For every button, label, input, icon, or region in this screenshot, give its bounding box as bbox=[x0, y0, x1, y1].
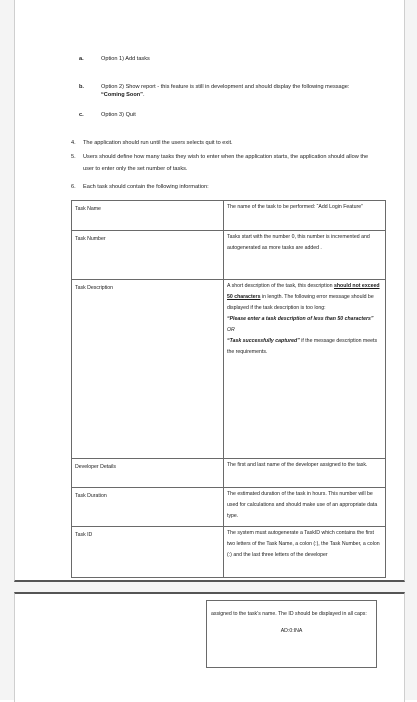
item-text: Users should define how many tasks they wish to enter when the application starts, the application should allow the user to enter only the set number of tasks. bbox=[83, 154, 369, 172]
error-message: “Please enter a task description of less than 50 characters” bbox=[227, 316, 374, 322]
item-text: The application should run until the users selects quit to exit. bbox=[83, 140, 233, 146]
table-row bbox=[72, 201, 386, 231]
desc-part: in length. The following error message should be displayed if the task description is too long: bbox=[227, 294, 374, 311]
option-text: Option 3) Quit bbox=[101, 112, 136, 118]
field-name: Task Duration bbox=[72, 488, 224, 527]
field-description: The estimated duration of the task in hours. This number will be used for calculations and should make use of an appropriate data type. bbox=[224, 488, 386, 527]
table-row bbox=[72, 280, 386, 459]
success-message: “Task successfully captured” bbox=[227, 338, 300, 344]
field-description: The first and last name of the developer assigned to the task. bbox=[224, 459, 386, 488]
option-letter: b. bbox=[79, 84, 84, 90]
option-text: Option 1) Add tasks bbox=[101, 56, 150, 62]
item-number: 4. bbox=[71, 140, 76, 146]
option-letter: a. bbox=[79, 56, 84, 62]
field-description: The system must autogenerate a TaskID which contains the first two letters of the Task Name, a colon (:), the Task Number, a colon (:) and the last three letters of the developer bbox=[224, 527, 386, 578]
field-name: Task Number bbox=[72, 231, 224, 280]
coming-soon-message: “Coming Soon” bbox=[101, 92, 143, 98]
table-row bbox=[72, 488, 386, 527]
item-number: 6. bbox=[71, 184, 76, 190]
desc-part: A short description of the task, this description bbox=[227, 283, 334, 289]
field-description bbox=[224, 280, 386, 459]
example-task-id: AD:0:INA bbox=[280, 628, 303, 634]
field-name: Task ID bbox=[72, 527, 224, 578]
task-info-table bbox=[71, 200, 386, 578]
table-continuation-cell bbox=[206, 600, 377, 668]
option-text-post: . bbox=[142, 92, 145, 98]
page-sheet-1 bbox=[14, 0, 405, 582]
or-label: OR bbox=[227, 327, 235, 333]
option-letter: c. bbox=[79, 112, 84, 118]
option-text bbox=[101, 83, 361, 99]
desc-part: if the message description meets the requirements. bbox=[227, 338, 378, 355]
field-description: The name of the task to be performed: “Add Login Feature” bbox=[224, 201, 386, 231]
item-text: Each task should contain the following information: bbox=[83, 184, 209, 190]
continuation-text: assigned to the task’s name. The ID should be displayed in all caps: bbox=[211, 611, 367, 617]
table-row bbox=[72, 527, 386, 578]
option-text-pre: Option 2) Show report - this feature is still in development and should display the following message: bbox=[101, 84, 350, 90]
table-row bbox=[72, 231, 386, 280]
item-number: 5. bbox=[71, 154, 76, 160]
field-name: Task Name bbox=[72, 201, 224, 231]
char-limit-rule: should not exceed 50 characters bbox=[227, 283, 380, 300]
field-name: Developer Details bbox=[72, 459, 224, 488]
field-description: Tasks start with the number 0, this number is incremented and autogenerated as more tasks are added . bbox=[224, 231, 386, 280]
table-row bbox=[72, 459, 386, 488]
field-name: Task Description bbox=[72, 280, 224, 459]
